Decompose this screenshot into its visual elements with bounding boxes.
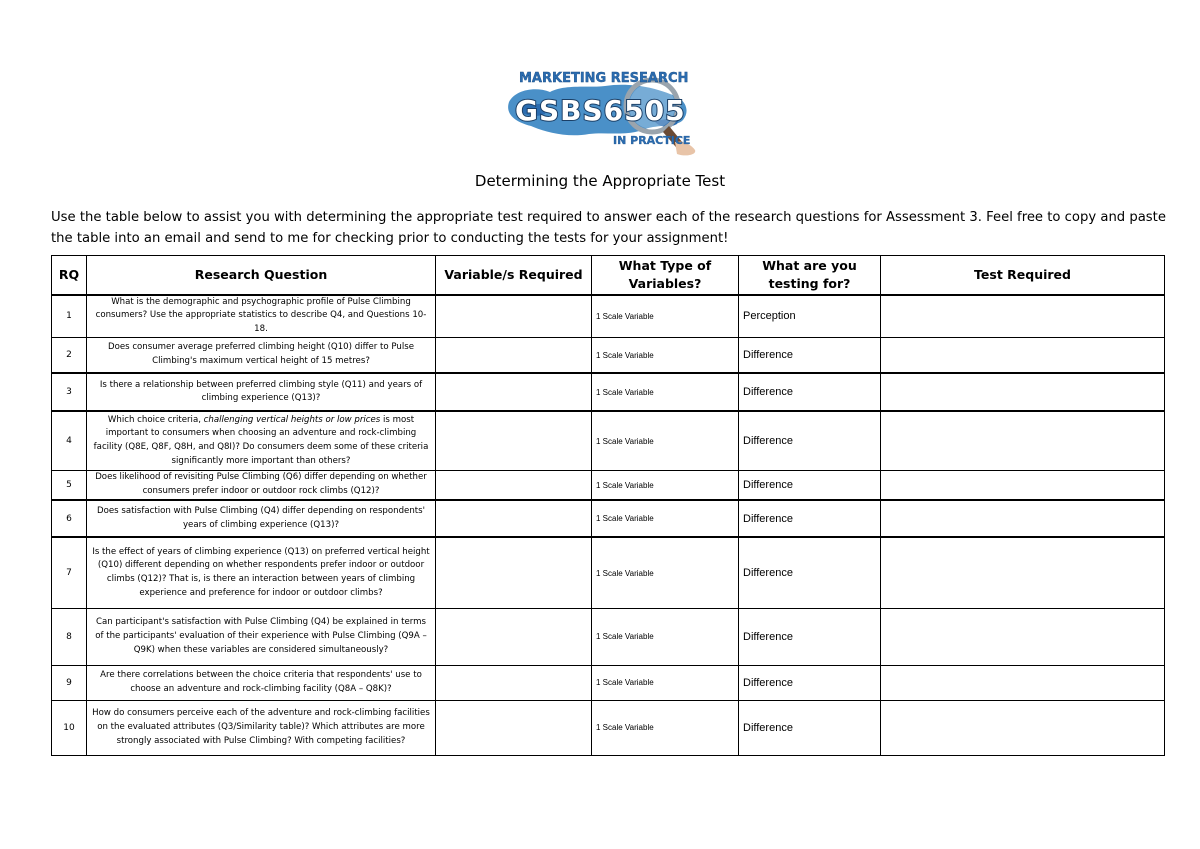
variable-type-cell: 1 Scale Variable	[592, 537, 739, 608]
header-rq: RQ	[52, 256, 87, 295]
variables-required-cell[interactable]	[436, 295, 592, 338]
variable-type-cell: 1 Scale Variable	[592, 608, 739, 665]
table-row	[52, 373, 1165, 411]
testing-for-cell: Difference	[739, 373, 881, 411]
research-question: Does likelihood of revisiting Pulse Climbing (Q6) differ depending on whether consumers prefer indoor or outdoor rock climbs (Q12)?	[87, 470, 436, 500]
table-row	[52, 470, 1165, 500]
research-question: Can participant's satisfaction with Pulse Climbing (Q4) be explained in terms of the participants' evaluation of their experience with Pulse Climbing (Q9A – Q9K) when these variables are considered simultaneously?	[87, 608, 436, 665]
table-row	[52, 537, 1165, 608]
variable-type-cell: 1 Scale Variable	[592, 500, 739, 537]
table-row	[52, 665, 1165, 700]
variable-type-cell: 1 Scale Variable	[592, 700, 739, 755]
header-testing-for: What are you testing for?	[739, 256, 881, 295]
variable-type-cell: 1 Scale Variable	[592, 665, 739, 700]
rq-number: 5	[52, 470, 87, 500]
variables-required-cell[interactable]	[436, 337, 592, 373]
svg-text:GSBS6505: GSBS6505	[515, 94, 686, 127]
variables-required-cell[interactable]	[436, 700, 592, 755]
test-required-cell[interactable]	[881, 411, 1165, 470]
rq-number: 9	[52, 665, 87, 700]
variable-type-cell: 1 Scale Variable	[592, 295, 739, 338]
research-question: How do consumers perceive each of the adventure and rock-climbing facilities on the evaluated attributes (Q3/Similarity table)? Which attributes are more strongly associated with Pulse Climbing? With competing facilities?	[87, 700, 436, 755]
variable-type-cell: 1 Scale Variable	[592, 373, 739, 411]
table-row	[52, 411, 1165, 470]
test-required-cell[interactable]	[881, 470, 1165, 500]
header-variable-type: What Type of Variables?	[592, 256, 739, 295]
testing-for-cell: Difference	[739, 537, 881, 608]
research-question: Does satisfaction with Pulse Climbing (Q4) differ depending on respondents' years of climbing experience (Q13)?	[87, 500, 436, 537]
rq-number: 4	[52, 411, 87, 470]
testing-for-cell: Perception	[739, 295, 881, 338]
header-variables-required: Variable/s Required	[436, 256, 592, 295]
testing-for-cell: Difference	[739, 500, 881, 537]
test-required-cell[interactable]	[881, 373, 1165, 411]
svg-text:MARKETING RESEARCH: MARKETING RESEARCH	[519, 71, 689, 86]
test-required-cell[interactable]	[881, 700, 1165, 755]
testing-for-cell: Difference	[739, 470, 881, 500]
table-row	[52, 608, 1165, 665]
research-question	[87, 411, 436, 470]
rq-number: 7	[52, 537, 87, 608]
test-required-cell[interactable]	[881, 608, 1165, 665]
test-required-cell[interactable]	[881, 295, 1165, 338]
table-header-row	[52, 256, 1165, 295]
testing-for-cell: Difference	[739, 337, 881, 373]
test-required-cell[interactable]	[881, 665, 1165, 700]
testing-for-cell: Difference	[739, 608, 881, 665]
variables-required-cell[interactable]	[436, 665, 592, 700]
rq-number: 8	[52, 608, 87, 665]
question-text-post: is most important to consumers when choosing an adventure and rock-climbing facility (Q8E, Q8F, Q8H, and Q8I)? Do consumers deem some of these criteria significantly more important than others?	[93, 414, 429, 466]
research-question: Is the effect of years of climbing experience (Q13) on preferred vertical height (Q10) different depending on whether respondents prefer indoor or outdoor climbs (Q12)? That is, is there an interaction between years of climbing experience and preference for indoor or outdoor climbs?	[87, 537, 436, 608]
variables-required-cell[interactable]	[436, 608, 592, 665]
testing-for-cell: Difference	[739, 665, 881, 700]
test-required-cell[interactable]	[881, 337, 1165, 373]
intro-paragraph: Use the table below to assist you with determining the appropriate test required to answer each of the research questions for Assessment 3. Feel free to copy and paste the table into an email and send to me for checking prior to conducting the tests for your assignment!	[51, 210, 1166, 246]
gsbs6505-logo	[505, 62, 700, 157]
document-title: Determining the Appropriate Test	[474, 172, 726, 190]
test-required-cell[interactable]	[881, 500, 1165, 537]
testing-for-cell: Difference	[739, 700, 881, 755]
research-question: Are there correlations between the choice criteria that respondents' use to choose an adventure and rock-climbing facility (Q8A – Q8K)?	[87, 665, 436, 700]
header-test-required: Test Required	[881, 256, 1165, 295]
research-question: What is the demographic and psychographic profile of Pulse Climbing consumers? Use the appropriate statistics to describe Q4, and Questions 10-18.	[87, 295, 436, 338]
variables-required-cell[interactable]	[436, 470, 592, 500]
rq-number: 10	[52, 700, 87, 755]
research-question: Is there a relationship between preferred climbing style (Q11) and years of climbing experience (Q13)?	[87, 373, 436, 411]
table-row	[52, 500, 1165, 537]
variables-required-cell[interactable]	[436, 537, 592, 608]
rq-number: 6	[52, 500, 87, 537]
question-text-emphasis: challenging vertical heights or low prices	[203, 414, 381, 425]
rq-number: 3	[52, 373, 87, 411]
test-selection-table	[51, 255, 1165, 756]
research-question: Does consumer average preferred climbing height (Q10) differ to Pulse Climbing's maximum vertical height of 15 metres?	[87, 337, 436, 373]
variables-required-cell[interactable]	[436, 500, 592, 537]
rq-number: 1	[52, 295, 87, 338]
header-research-question: Research Question	[87, 256, 436, 295]
svg-text:IN PRACTICE: IN PRACTICE	[613, 134, 691, 147]
table-row	[52, 337, 1165, 373]
rq-number: 2	[52, 337, 87, 373]
variable-type-cell: 1 Scale Variable	[592, 411, 739, 470]
table-row	[52, 700, 1165, 755]
test-required-cell[interactable]	[881, 537, 1165, 608]
variables-required-cell[interactable]	[436, 373, 592, 411]
variables-required-cell[interactable]	[436, 411, 592, 470]
testing-for-cell: Difference	[739, 411, 881, 470]
table-row	[52, 295, 1165, 338]
variable-type-cell: 1 Scale Variable	[592, 470, 739, 500]
variable-type-cell: 1 Scale Variable	[592, 337, 739, 373]
question-text-pre: Which choice criteria,	[107, 414, 204, 425]
